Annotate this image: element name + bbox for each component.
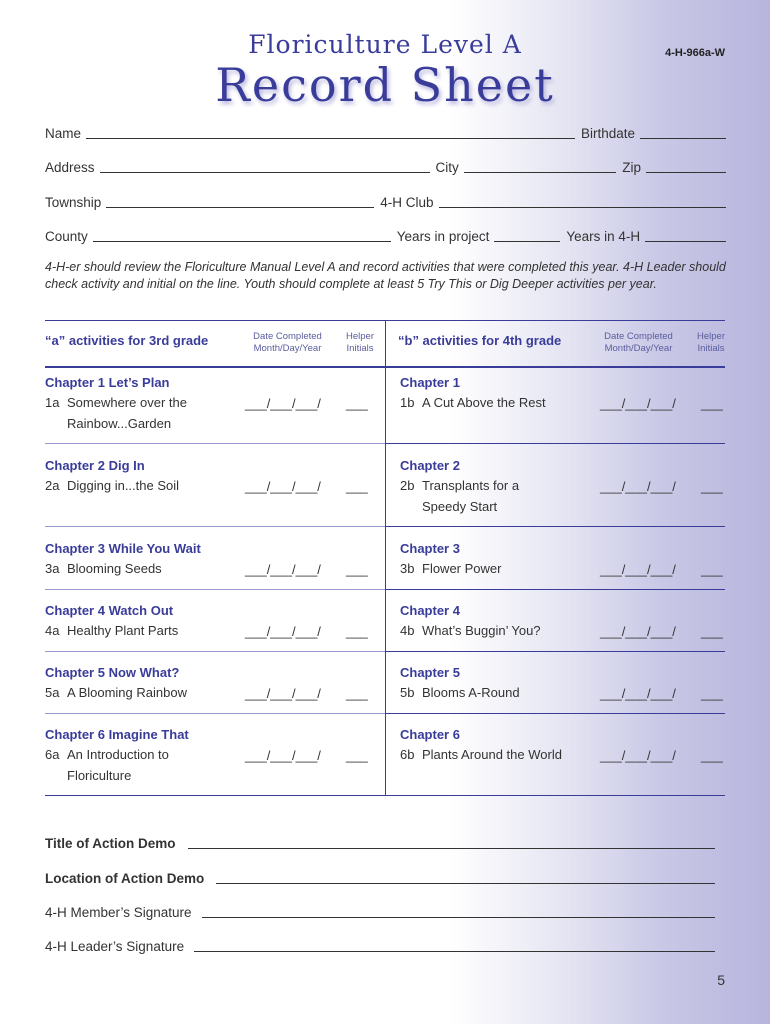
- zip-label: Zip: [622, 160, 641, 175]
- page-title: Record Sheet: [215, 58, 555, 112]
- activity-a-date[interactable]: ___/___/___/: [245, 479, 321, 494]
- instructions: 4-H-er should review the Floriculture Manual Level A and record activities that were completed this year. 4-H Leader should check activity and initial on the line. Youth should complete at least 5 Try This or Dig Deeper activities per year.: [45, 260, 726, 291]
- activity-b-number: 6b: [400, 747, 415, 762]
- action-demo-location-field[interactable]: [216, 869, 715, 884]
- address-label: Address: [45, 160, 95, 175]
- activity-b-initials[interactable]: ___: [701, 748, 723, 763]
- activity-b-initials[interactable]: ___: [701, 686, 723, 701]
- activity-b-label: Transplants for a: [422, 478, 520, 493]
- activity-a-date[interactable]: ___/___/___/: [245, 748, 321, 763]
- years-4h-field[interactable]: [645, 227, 726, 242]
- row-rule-left: [45, 713, 385, 714]
- activity-a-label: An Introduction to: [67, 747, 169, 762]
- county-label: County: [45, 229, 88, 244]
- years-project-label: Years in project: [396, 229, 490, 244]
- county-field[interactable]: [93, 227, 391, 242]
- table-center-divider: [385, 320, 386, 795]
- activity-b-date[interactable]: ___/___/___/: [600, 686, 676, 701]
- activity-a-number: 5a: [45, 685, 60, 700]
- activity-b-date[interactable]: ___/___/___/: [600, 624, 676, 639]
- col-b-date-header: Date Completed Month/Day/Year: [604, 331, 673, 354]
- activity-a-date[interactable]: ___/___/___/: [245, 562, 321, 577]
- activity-a-label: A Blooming Rainbow: [67, 685, 187, 700]
- activity-b-label: What’s Buggin’ You?: [422, 623, 541, 638]
- activity-a-number: 2a: [45, 478, 60, 493]
- chapter-b-title: Chapter 3: [400, 541, 460, 556]
- leader-signature-field[interactable]: [194, 937, 715, 952]
- chapter-b-title: Chapter 1: [400, 375, 460, 390]
- activity-b-label: Blooms A-Round: [422, 685, 520, 700]
- activity-b: [400, 620, 595, 641]
- activity-b-date[interactable]: ___/___/___/: [600, 396, 676, 411]
- activity-a-label: Rainbow...Garden: [67, 416, 172, 431]
- city-field[interactable]: [464, 158, 616, 173]
- club-field[interactable]: [439, 193, 726, 208]
- activity-a-initials[interactable]: ___: [346, 748, 368, 763]
- activity-b: [400, 682, 595, 703]
- county-row: [45, 224, 726, 244]
- col-b-helper-header: Helper Initials: [697, 331, 725, 354]
- address-field[interactable]: [100, 158, 430, 173]
- township-row: [45, 190, 726, 210]
- activity-b-number: 5b: [400, 685, 415, 700]
- chapter-a-title: Chapter 3 While You Wait: [45, 541, 201, 556]
- activity-b-label: Speedy Start: [422, 499, 498, 514]
- activity-a: [45, 620, 240, 641]
- township-field[interactable]: [106, 193, 374, 208]
- leader-signature-row: [45, 934, 715, 954]
- activity-b-initials[interactable]: ___: [701, 479, 723, 494]
- row-rule-right: [385, 589, 725, 590]
- activity-a-label: Digging in...the Soil: [67, 478, 180, 493]
- activity-b: [400, 558, 595, 579]
- chapter-a-title: Chapter 4 Watch Out: [45, 603, 174, 618]
- activity-a-label: Blooming Seeds: [67, 561, 162, 576]
- row-rule-left: [45, 589, 385, 590]
- chapter-b-title: Chapter 4: [400, 603, 460, 618]
- years-4h-label: Years in 4-H: [566, 229, 641, 244]
- member-signature-label: 4-H Member’s Signature: [45, 905, 192, 920]
- activity-a-label: Floriculture: [67, 768, 132, 783]
- zip-field[interactable]: [646, 158, 726, 173]
- activity-a: [45, 475, 240, 496]
- row-rule-right: [385, 713, 725, 714]
- activity-a-date[interactable]: ___/___/___/: [245, 686, 321, 701]
- action-demo-title-field[interactable]: [188, 834, 715, 849]
- chapter-a-title: Chapter 2 Dig In: [45, 458, 145, 473]
- activity-b: [400, 744, 595, 765]
- activity-a-initials[interactable]: ___: [346, 396, 368, 411]
- member-signature-row: [45, 900, 715, 920]
- club-label: 4-H Club: [380, 195, 434, 210]
- activity-b-date[interactable]: ___/___/___/: [600, 748, 676, 763]
- chapter-b-title: Chapter 6: [400, 727, 460, 742]
- activity-a-number: 3a: [45, 561, 60, 576]
- page-number: 5: [717, 972, 725, 988]
- action-demo-location-label: Location of Action Demo: [45, 871, 205, 886]
- chapter-b-title: Chapter 2: [400, 458, 460, 473]
- col-a-header: “a” activities for 3rd grade: [45, 333, 209, 348]
- subtitle: Floriculture Level A: [248, 30, 522, 59]
- activity-b-number: 3b: [400, 561, 415, 576]
- address-row: [45, 155, 726, 175]
- activity-b-initials[interactable]: ___: [701, 624, 723, 639]
- activity-b-number: 1b: [400, 395, 415, 410]
- activity-a-initials[interactable]: ___: [346, 562, 368, 577]
- activity-a-initials[interactable]: ___: [346, 624, 368, 639]
- activity-a: [45, 392, 240, 434]
- activity-a-label: Healthy Plant Parts: [67, 623, 179, 638]
- leader-signature-label: 4-H Leader’s Signature: [45, 939, 185, 954]
- row-rule-left: [45, 651, 385, 652]
- activity-a-number: 1a: [45, 395, 60, 410]
- city-label: City: [435, 160, 459, 175]
- name-field[interactable]: [86, 124, 575, 139]
- activity-a-number: 6a: [45, 747, 60, 762]
- col-a-helper-header: Helper Initials: [346, 331, 374, 354]
- action-demo-title-label: Title of Action Demo: [45, 836, 176, 851]
- chapter-b-title: Chapter 5: [400, 665, 460, 680]
- birthdate-field[interactable]: [640, 124, 726, 139]
- activity-a-number: 4a: [45, 623, 60, 638]
- activity-a-label: Somewhere over the: [67, 395, 187, 410]
- activity-b-number: 2b: [400, 478, 415, 493]
- activity-b-initials[interactable]: ___: [701, 396, 723, 411]
- activity-a-initials[interactable]: ___: [346, 479, 368, 494]
- chapter-a-title: Chapter 5 Now What?: [45, 665, 180, 680]
- name-row: [45, 121, 726, 141]
- activity-b: [400, 475, 595, 517]
- activity-b-number: 4b: [400, 623, 415, 638]
- table-bottom-rule: [45, 795, 725, 796]
- activity-a: [45, 682, 240, 703]
- action-demo-location-row: [45, 866, 715, 886]
- action-demo-title-row: [45, 831, 715, 851]
- member-signature-field[interactable]: [202, 903, 715, 918]
- activity-b-date[interactable]: ___/___/___/: [600, 562, 676, 577]
- activity-b-label: A Cut Above the Rest: [422, 395, 546, 410]
- birthdate-label: Birthdate: [580, 126, 635, 141]
- chapter-a-title: Chapter 6 Imagine That: [45, 727, 189, 742]
- chapter-a-title: Chapter 1 Let’s Plan: [45, 375, 170, 390]
- activity-b-date[interactable]: ___/___/___/: [600, 479, 676, 494]
- activity-a: [45, 744, 240, 786]
- activity-a-initials[interactable]: ___: [346, 686, 368, 701]
- activity-a-date[interactable]: ___/___/___/: [245, 396, 321, 411]
- activity-b-label: Plants Around the World: [422, 747, 562, 762]
- activity-a-date[interactable]: ___/___/___/: [245, 624, 321, 639]
- township-label: Township: [45, 195, 102, 210]
- activity-a: [45, 558, 240, 579]
- activity-b-initials[interactable]: ___: [701, 562, 723, 577]
- name-label: Name: [45, 126, 82, 141]
- row-rule-left: [45, 526, 385, 527]
- col-b-header: “b” activities for 4th grade: [398, 333, 562, 348]
- activity-b: [400, 392, 595, 413]
- activity-b-label: Flower Power: [422, 561, 502, 576]
- years-project-field[interactable]: [494, 227, 560, 242]
- form-code: 4-H-966a-W: [665, 47, 725, 59]
- row-rule-right: [385, 443, 725, 444]
- row-rule-left: [45, 443, 385, 444]
- row-rule-right: [385, 651, 725, 652]
- col-a-date-header: Date Completed Month/Day/Year: [253, 331, 322, 354]
- row-rule-right: [385, 526, 725, 527]
